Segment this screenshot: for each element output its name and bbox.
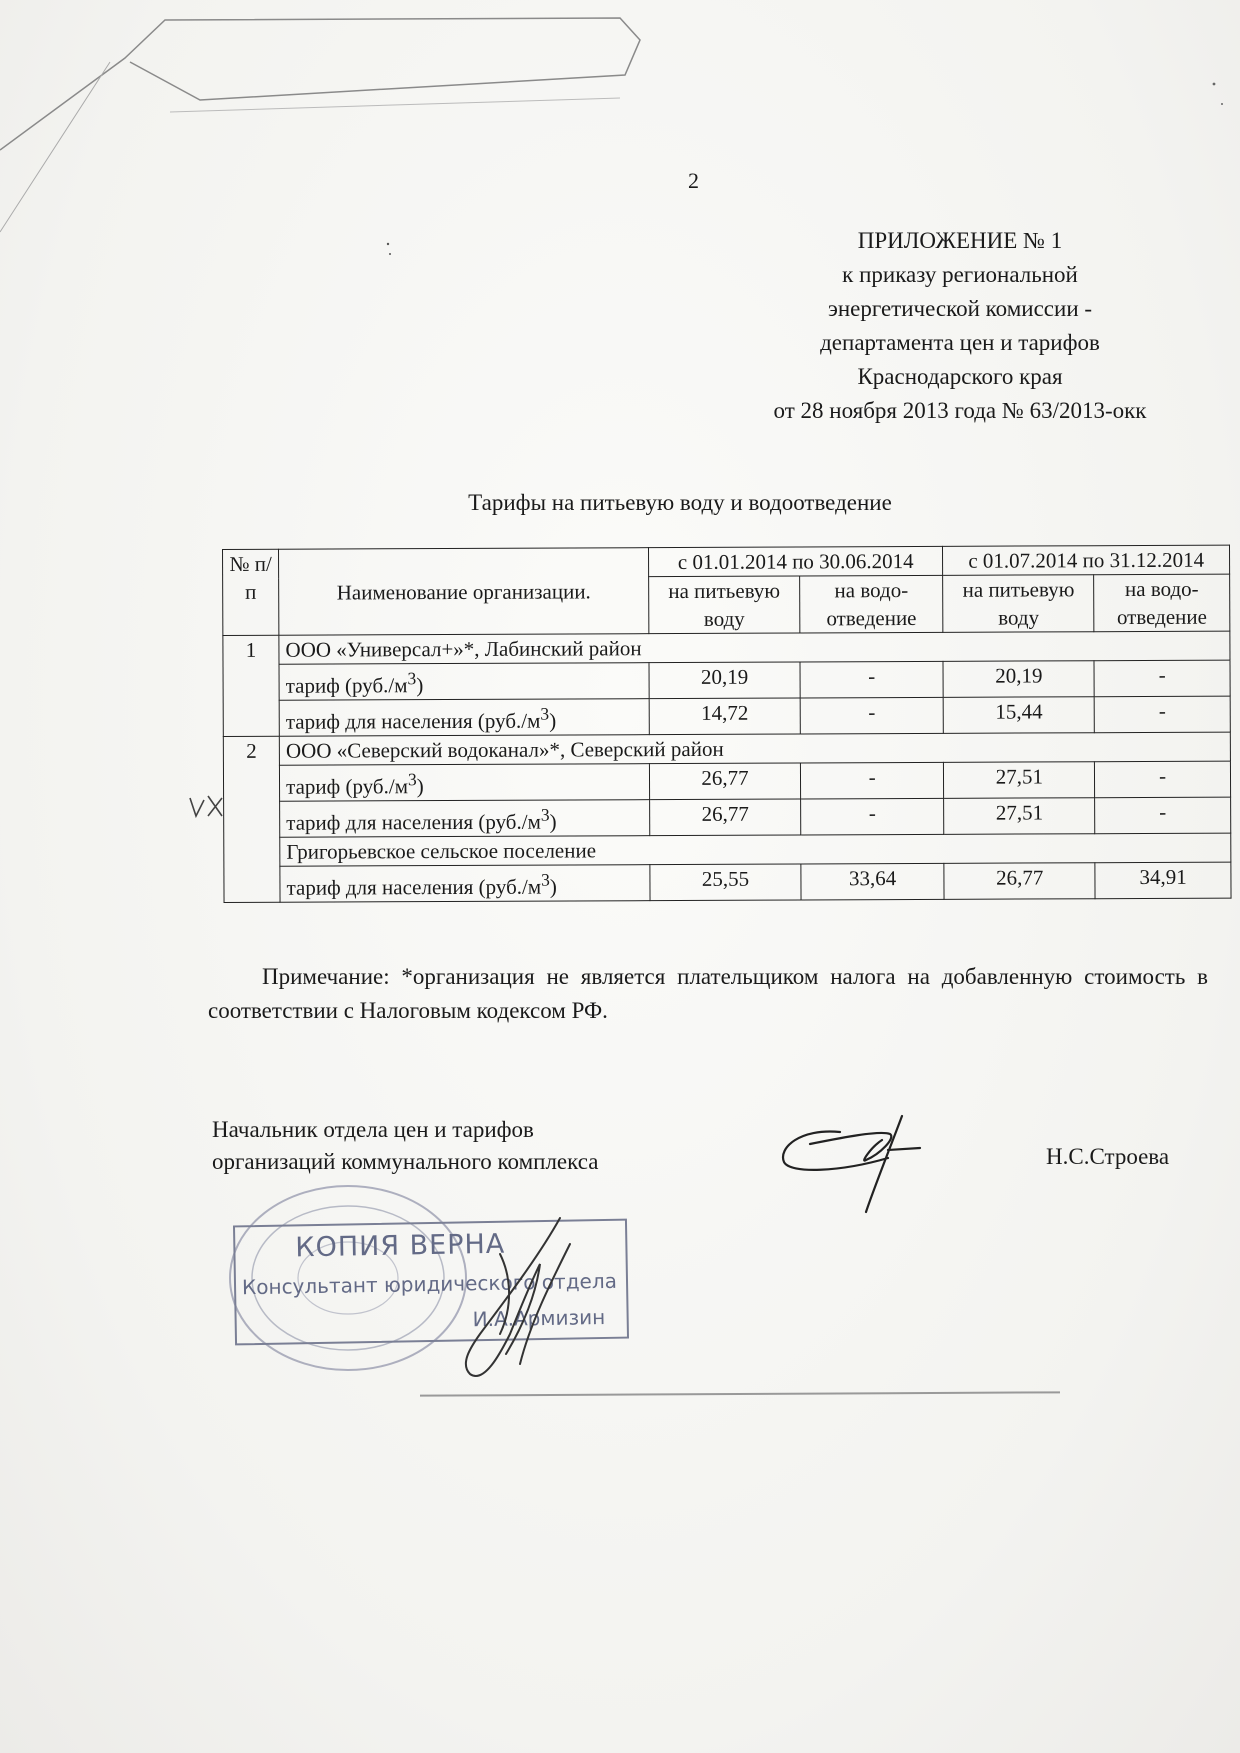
tariff-value: -: [800, 661, 944, 698]
tariff-table: [222, 545, 1232, 903]
signer-title-line: Начальник отдела цен и тарифов: [212, 1117, 534, 1142]
header-period-2: с 01.07.2014 по 31.12.2014: [943, 545, 1230, 575]
appendix-line: Краснодарского края: [857, 364, 1063, 389]
header-sewer: на водо-отведение: [800, 575, 944, 633]
header-organization: Наименование организации.: [279, 548, 649, 636]
tariff-value: -: [1095, 797, 1231, 834]
organization-name: ООО «Универсал+»*, Лабинский район: [279, 631, 1230, 664]
stamp-position: Консультант юридического отдела: [241, 1268, 618, 1300]
header-sewer: на водо-отведение: [1094, 574, 1230, 632]
table-row: [223, 631, 1230, 664]
signer-title: [212, 1114, 732, 1178]
handwritten-margin-mark: [186, 790, 226, 830]
tariff-value: 20,19: [649, 662, 800, 699]
appendix-line: к приказу региональной: [842, 262, 1078, 287]
table-row: [223, 696, 1230, 736]
row-number: 1: [223, 635, 280, 736]
tariff-label: тариф для населения $(руб./м^3)$: [280, 865, 650, 903]
appendix-header: [700, 224, 1220, 428]
tariff-value: 15,44: [943, 697, 1094, 734]
tariff-value: 26,77: [944, 863, 1095, 900]
header-water: на питьевую воду: [649, 576, 800, 634]
signer-title-line: организаций коммунального комплекса: [212, 1149, 599, 1174]
appendix-title: ПРИЛОЖЕНИЕ № 1: [857, 228, 1063, 253]
settlement-name: Григорьевское сельское поселение: [280, 833, 1231, 866]
document-title: Тарифы на питьевую воду и водоотведение: [468, 490, 892, 515]
tariff-value: -: [800, 762, 944, 799]
table-row: [224, 797, 1231, 837]
appendix-line: департамента цен и тарифов: [820, 330, 1100, 355]
tariff-value: -: [801, 798, 945, 835]
tariff-value: 26,77: [649, 763, 800, 800]
signature-image: [770, 1108, 940, 1218]
tariff-value: 20,19: [943, 661, 1094, 698]
table-header-row: [223, 545, 1230, 578]
tariff-value: -: [1095, 761, 1231, 798]
tariff-value: 26,77: [650, 799, 801, 836]
tariff-value: -: [1094, 660, 1230, 697]
tariff-value: 25,55: [650, 864, 801, 901]
page-number: 2: [688, 168, 699, 193]
tariff-value: -: [1094, 696, 1230, 733]
footnote: Примечание: *организация не является плательщиком налога на добавленную стоимость в соответствии с Налоговым кодексом РФ.: [208, 964, 1208, 1023]
row-number: 2: [223, 736, 280, 902]
tariff-label: тариф $(руб./м^3)$: [279, 663, 649, 701]
tariff-label: тариф для населения $(руб./м^3)$: [279, 699, 649, 737]
tariff-value: 27,51: [944, 762, 1095, 799]
stamp-signature-image: [440, 1214, 600, 1394]
table-row: [224, 862, 1231, 902]
table-row: [223, 660, 1230, 700]
tariff-value: 34,91: [1095, 862, 1231, 899]
signer-name: Н.С.Строева: [1046, 1144, 1170, 1169]
tariff-value: 33,64: [801, 863, 945, 900]
tariff-value: 14,72: [649, 698, 800, 735]
folded-corner-mark: [0, 0, 1240, 240]
header-water: на питьевую воду: [943, 575, 1094, 633]
stamp-title: КОПИЯ ВЕРНА: [295, 1228, 506, 1264]
tariff-label: тариф для населения $(руб./м^3)$: [280, 800, 650, 838]
table-row: [223, 761, 1230, 801]
scan-speck: [1208, 80, 1228, 110]
header-number: № п/п: [223, 549, 279, 635]
tariff-value: 27,51: [944, 798, 1095, 835]
stamp-name: И.А.Армизин: [472, 1304, 606, 1332]
appendix-line: энергетической комиссии -: [827, 296, 1093, 321]
scan-speck: [384, 240, 394, 260]
tariff-label: тариф $(руб./м^3)$: [280, 764, 650, 802]
table-row: [223, 732, 1230, 765]
organization-name: ООО «Северский водоканал»*, Северский район: [279, 732, 1230, 765]
table-row: [224, 833, 1231, 866]
tariff-value: -: [800, 697, 944, 734]
header-period-1: с 01.01.2014 по 30.06.2014: [649, 546, 943, 576]
appendix-date: от 28 ноября 2013 года № 63/2013-окк: [773, 398, 1147, 423]
